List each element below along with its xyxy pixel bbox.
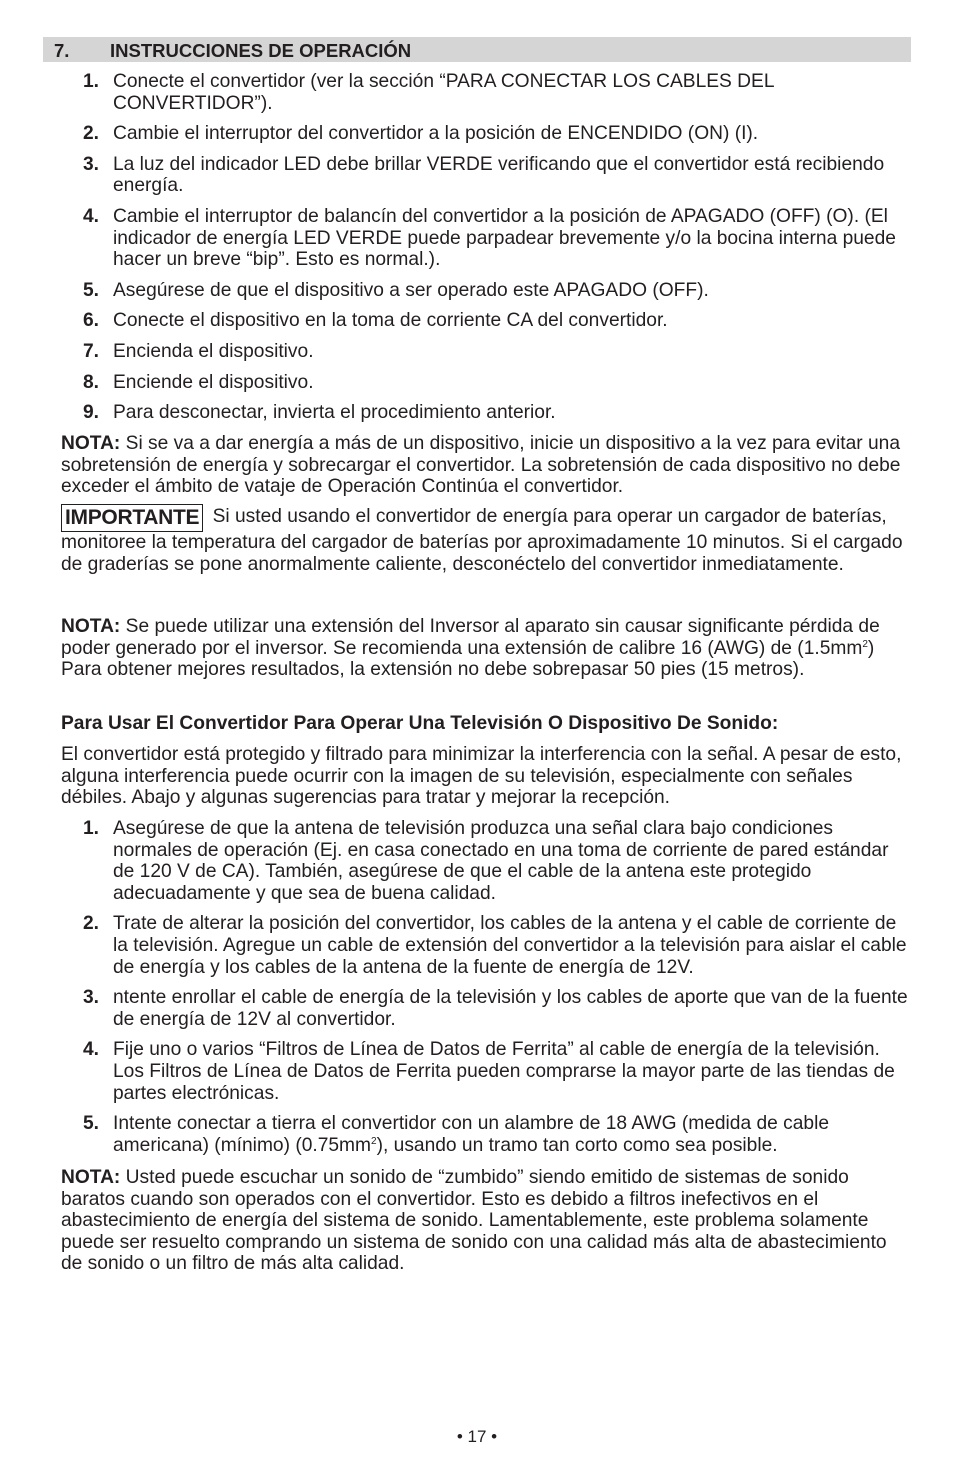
important-paragraph <box>61 504 910 575</box>
note-text-continued: ) Para obtener mejores resultados, la extensión no debe sobrepasar 50 pies (15 metros). <box>61 637 875 681</box>
subsection-heading <box>61 713 910 735</box>
step-text: La luz del indicador LED debe brillar VERDE verificando que el convertidor está recibiendo energía. <box>113 153 885 197</box>
step-number: 8. <box>83 371 100 393</box>
step-text: Para desconectar, invierta el procedimiento anterior. <box>113 402 556 424</box>
list-item <box>61 71 910 114</box>
tv-steps <box>61 818 910 1156</box>
important-badge: IMPORTANTE <box>61 504 203 532</box>
step-text: Asegúrese de que la antena de televisión produzca una señal clara bajo condiciones normales de operación (Ej. en casa conectado en una toma de corriente de pared estándar de 120 V de CA). También, asegúrese de que el cable de la antena este protegido adecuadamente y que sea de buena calidad. <box>113 818 889 904</box>
step-number: 5. <box>83 279 100 301</box>
note-text: Se puede utilizar una extensión del Inversor al aparato sin causar significante pérdida de poder generado por el inversor. Se recomienda una extensión de calibre 16 (AWG) de (1.5mm <box>61 616 880 659</box>
page-number: • 17 • <box>456 1427 498 1446</box>
step-text: Trate de alterar la posición del convertidor, los cables de la antena y el cable de corriente de la televisión. Agregue un cable de extensión del convertidor a la televisión para aislar el cable de energía y los cables de la antena de la fuente de energía de 12V. <box>113 913 907 978</box>
list-item <box>61 1113 910 1156</box>
list-item <box>61 913 910 978</box>
step-text: Conecte el convertidor (ver la sección “PARA CONECTAR LOS CABLES DEL CONVERTIDOR”). <box>113 71 774 114</box>
note-text: Usted puede escuchar un sonido de “zumbido” siendo emitido de sistemas de sonido baratos cuando son operados con el convertidor. Esto es debido a filtros inefectivos en el abastecimiento de energía del sistema de sonido. Lamentablemente, este problema solamente puede ser resuelto comprando un sistema de sonido con una calidad más alta de abastecimiento de sonido o un filtro de más alta calidad. <box>61 1167 887 1275</box>
note-paragraph <box>61 616 910 681</box>
list-item <box>61 280 910 302</box>
list-item <box>61 818 910 904</box>
step-text: Cambie el interruptor de balancín del convertidor a la posición de APAGADO (OFF) (O). (El indicador de energía LED VERDE puede parpadear brevemente y/o la bocina interna puede hacer un breve “bip”. Esto es normal.). <box>113 205 896 271</box>
step-number: 3. <box>83 153 100 175</box>
step-number: 7. <box>83 340 100 362</box>
step-text: Asegúrese de que el dispositivo a ser operado este APAGADO (OFF). <box>113 279 709 301</box>
step-number: 1. <box>83 818 100 839</box>
step-text: Encienda el dispositivo. <box>113 340 314 362</box>
step-number: 5. <box>83 1113 100 1135</box>
section-title: INSTRUCCIONES DE OPERACIÓN <box>110 40 412 61</box>
step-text: Intente conectar a tierra el convertidor con un alambre de 18 AWG (medida de cable americana) (mínimo) (0.75mm <box>113 1113 830 1156</box>
tv-intro-paragraph: El convertidor está protegido y filtrado para minimizar la interferencia con la señal. A pesar de esto, alguna interferencia puede ocurrir con la imagen de su televisión, especialmente con señales débiles. Abajo y algunas sugerencias para tratar y mejorar la recepción. <box>61 744 902 809</box>
step-text: Conecte el dispositivo en la toma de corriente CA del convertidor. <box>113 310 668 332</box>
step-number: 4. <box>83 205 100 227</box>
list-item <box>61 206 910 271</box>
list-item <box>61 1039 910 1104</box>
step-text: Enciende el dispositivo. <box>113 371 314 393</box>
list-item <box>61 154 910 197</box>
step-number: 4. <box>83 1039 100 1061</box>
step-number: 6. <box>83 310 100 332</box>
note-label: NOTA: <box>61 616 121 637</box>
note-text: Si se va a dar energía a más de un dispositivo, inicie un dispositivo a la vez para evitar una sobretensión de energía y sobrecargar el convertidor. La sobretensión de cada dispositivo no debe exceder el ámbito de vataje de Operación Continúa el convertidor. <box>61 433 901 498</box>
note-label: NOTA: <box>61 1167 121 1188</box>
step-number: 2. <box>83 913 100 935</box>
step-text: ntente enrollar el cable de energía de la televisión y los cables de aporte que van de la fuente de energía de 12V al convertidor. <box>113 987 908 1030</box>
section-header <box>43 37 911 62</box>
step-text-continued: ), usando un tramo tan corto como sea posible. <box>376 1134 778 1156</box>
step-number: 1. <box>83 71 100 92</box>
note-label: NOTA: <box>61 433 121 454</box>
list-item <box>61 987 910 1030</box>
step-number: 3. <box>83 987 100 1009</box>
note-paragraph <box>61 433 910 498</box>
superscript: 2 <box>371 1135 377 1147</box>
list-item <box>61 372 910 394</box>
list-item <box>61 402 910 424</box>
step-text: Fije uno o varios “Filtros de Línea de Datos de Ferrita” al cable de energía de la televisión. Los Filtros de Línea de Datos de Ferrita pueden comprarse la mayor parte de las tiendas de partes electrónicas. <box>113 1039 895 1104</box>
section-number: 7. <box>54 40 70 61</box>
operation-steps <box>61 71 910 424</box>
list-item <box>61 123 910 145</box>
list-item <box>61 310 910 332</box>
step-text: Cambie el interruptor del convertidor a la posición de ENCENDIDO (ON) (I). <box>113 123 759 145</box>
subsection-heading-text: Para Usar El Convertidor Para Operar Una Televisión O Dispositivo De Sonido: <box>61 713 779 734</box>
list-item <box>61 341 910 363</box>
important-text: Si usted usando el convertidor de energía para operar un cargador de baterías, monitoree la temperatura del cargador de baterías por aproximadamente 10 minutos. Si el cargado de graderías se pone anormalmente caliente, desconéctelo del convertidor inmediatamente. <box>61 506 903 575</box>
superscript: 2 <box>862 638 868 650</box>
step-number: 2. <box>83 123 100 145</box>
note-paragraph <box>61 1167 910 1275</box>
step-number: 9. <box>83 402 100 424</box>
